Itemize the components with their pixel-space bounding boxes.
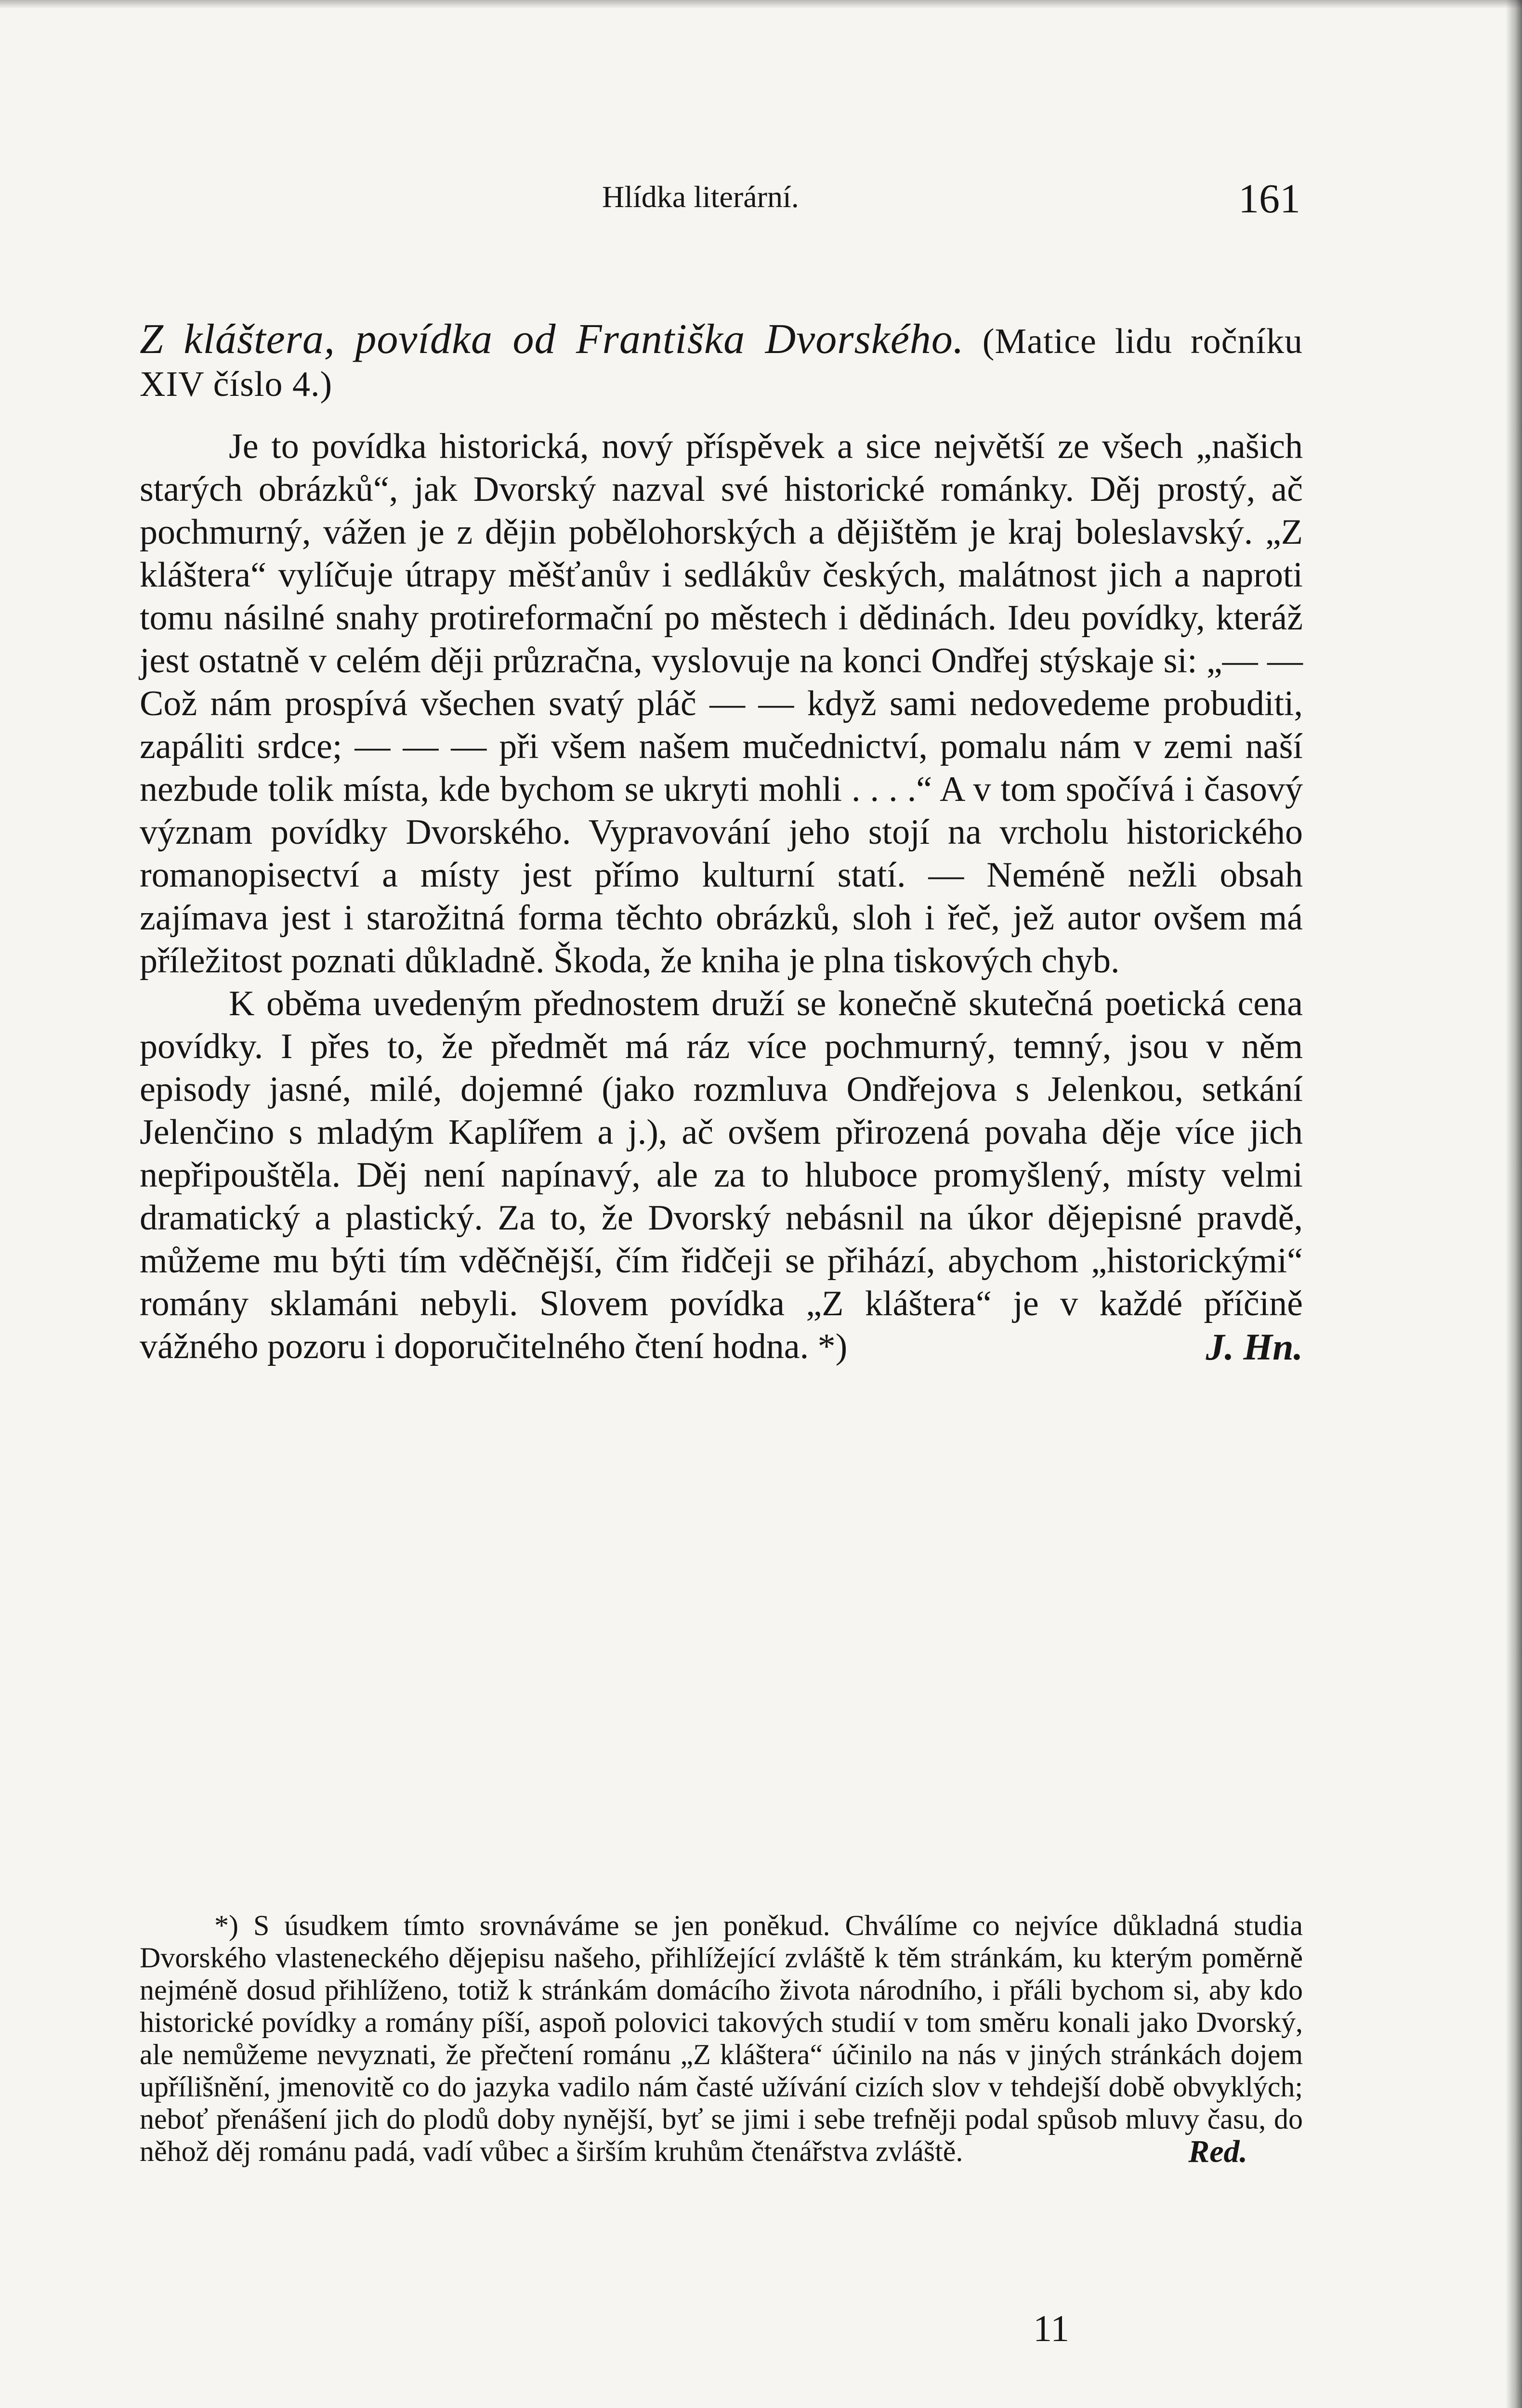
article-paragraph-2-text: K oběma uvedeným přednostem druží se konečně skutečná poetická cena povídky. I přes to, že předmět má ráz více pochmurný, temný, jsou v něm episody jasné, milé, dojemné (jako rozmluva Ondřejova s Jelenkou, setkání Jelenčino s mladým Kaplířem a j.), ač ovšem přirozená povaha děje více jich nepřipouštěla. Děj není napínavý, ale za to hluboce promyšlený, místy velmi dramatický a plastický. Za to, že Dvorský nebásnil na úkor dějepisné pravdě, můžeme mu býti tím vděčnější, čím řidčeji se přihází, abychom „historickými“ romány sklamáni nebyli. Slovem povídka „Z kláštera“ je v každé příčině vážného pozoru i doporučitelného čtení hodna. *) — [140, 984, 1303, 1366]
page-header — [578, 174, 1300, 227]
running-head: Hlídka literární. — [602, 180, 799, 214]
footnote-signature: Red. — [1188, 2134, 1247, 2169]
review-article — [140, 318, 1303, 1368]
scan-edge-right — [1506, 0, 1522, 2408]
article-title: Z kláštera, povídka od Františka Dvorského. — [140, 316, 964, 363]
footnote — [140, 1910, 1303, 2168]
article-signature: J. Hn. — [1206, 1326, 1303, 1368]
footnote-text: *) S úsudkem tímto srovnáváme se jen poněkud. Chválíme co nejvíce důkladná studia Dvorského vlasteneckého dějepisu našeho, přihlížející zvláště k těm stránkám, ku kterým poměrně nejméně dosud přihlíženo, totiž k stránkám domácího života národního, i přáli bychom si, aby kdo historické povídky a romány píší, aspoň polovici takových studií v tom směru konali jako Dvorský, ale nemůžeme nevyznati, že přečtení románu „Z kláštera“ účinilo na nás v jiných stránkách dojem upřílišnění, jmenovitě co do jazyka vadilo nám časté užívání cizích slov v tehdejší době obvyklých; neboť přenášení jich do plodů doby nynější, byť se jimi i sebe trefněji podal spůsob mluvy času, do něhož děj románu padá, vadí vůbec a širším kruhům čtenářstva zvláště. — [140, 1910, 1303, 2167]
article-paragraph-2 — [140, 982, 1303, 1368]
page-number: 161 — [1238, 175, 1300, 222]
scan-edge-top — [0, 0, 1522, 9]
article-paragraph-1: Je to povídka historická, nový příspěvek a sice největší ze všech „našich starých obrázků“, jak Dvorský nazval své historické románky. Děj prostý, ač pochmurný, vážen je z dějin pobělohorských a dějištěm je kraj boleslavský. „Z kláštera“ vylíčuje útrapy měšťanův i sedlákův českých, malátnost jich a naproti tomu násilné snahy protireformační po městech i dědinách. Ideu povídky, kteráž jest ostatně v celém ději průzračna, vyslovuje na konci Ondřej stýskaje si: „— — Což nám prospívá všechen svatý pláč — — když sami nedovedeme probuditi, zapáliti srdce; — — — při všem našem mučednictví, pomalu nám v zemi naší nezbude tolik místa, kde bychom se ukryti mohli . . . .“ A v tom spočívá i časový význam povídky Dvorského. Vypravování jeho stojí na vrcholu historického romanopisectví a místy jest přímo kulturní statí. — Neméně nežli obsah zajímava jest i starožitná forma těchto obrázků, sloh i řeč, jež autor ovšem má příležitost poznati důkladně. Škoda, že kniha je plna tiskových chyb. — [140, 427, 1303, 981]
printer-signature-mark: 11 — [1033, 2307, 1070, 2349]
footnote-paragraph — [140, 1910, 1303, 2168]
article-heading — [140, 318, 1303, 406]
article-source: (Matice lidu ročníku XIV číslo 4.) — [140, 322, 1303, 404]
